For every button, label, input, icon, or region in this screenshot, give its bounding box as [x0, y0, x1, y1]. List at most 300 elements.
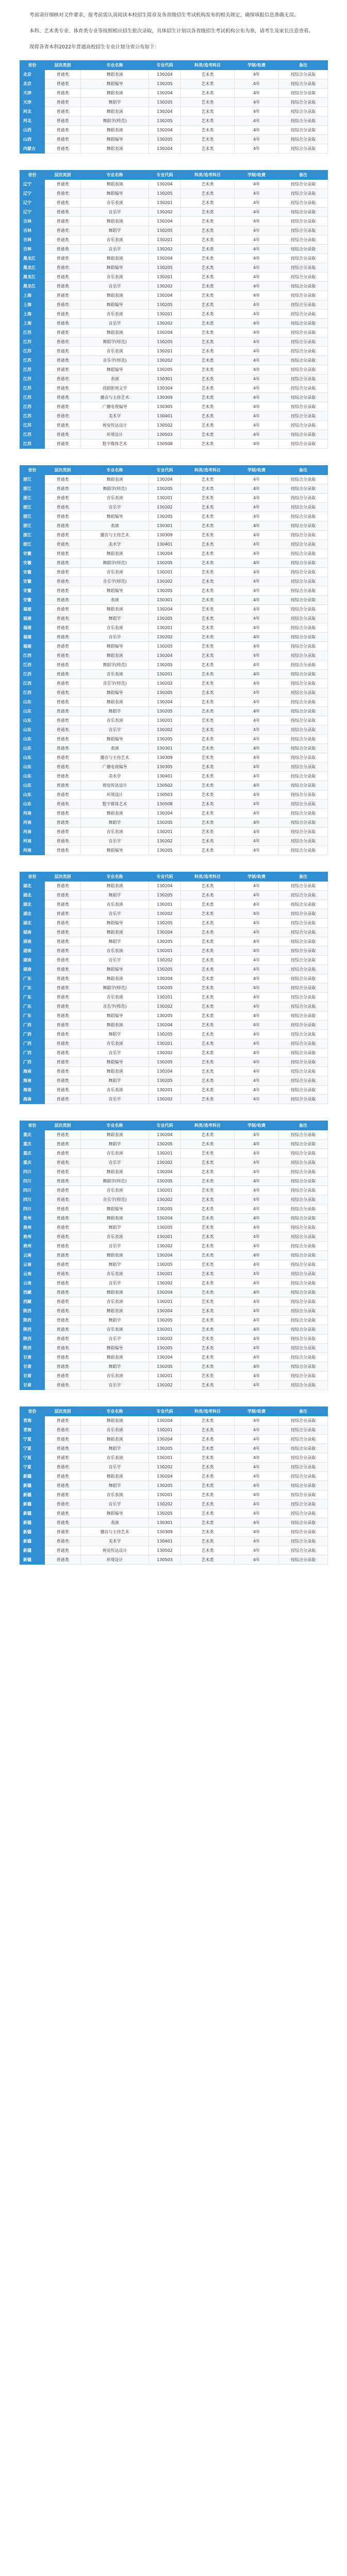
- province-cell: 新疆: [20, 1518, 45, 1528]
- table-cell: 舞蹈表演: [81, 882, 149, 891]
- table-row: [20, 116, 328, 126]
- table-cell: 按综合分录取: [279, 633, 328, 642]
- table-cell: 艺术类: [181, 725, 235, 735]
- table-cell: 4年: [235, 89, 279, 98]
- table-cell: 音乐表演: [81, 198, 149, 208]
- table-cell: 4年: [235, 135, 279, 144]
- table-row: [20, 521, 328, 531]
- table-cell: 130204: [149, 1416, 181, 1426]
- table-cell: 按综合分录取: [279, 1334, 328, 1344]
- table-cell: 130201: [149, 716, 181, 725]
- table-cell: 普通类: [45, 900, 81, 909]
- table-cell: 4年: [235, 356, 279, 365]
- table-cell: 4年: [235, 1555, 279, 1565]
- province-cell: 浙江: [20, 484, 45, 494]
- table-cell: 4年: [235, 1463, 279, 1472]
- table-cell: 4年: [235, 282, 279, 291]
- province-cell: 四川: [20, 1186, 45, 1195]
- column-header: 省份: [20, 872, 45, 882]
- table-cell: 表演: [81, 1518, 149, 1528]
- table-row: [20, 89, 328, 98]
- table-cell: 130201: [149, 1325, 181, 1334]
- table-cell: 4年: [235, 494, 279, 503]
- table-cell: 艺术类: [181, 1518, 235, 1528]
- table-cell: 艺术类: [181, 384, 235, 393]
- province-cell: 宁夏: [20, 1444, 45, 1453]
- table-row: [20, 809, 328, 818]
- province-cell: 山东: [20, 725, 45, 735]
- table-cell: 普通类: [45, 1444, 81, 1453]
- table-cell: 普通类: [45, 273, 81, 282]
- table-row: [20, 790, 328, 800]
- table-cell: 普通类: [45, 984, 81, 993]
- table-cell: 4年: [235, 568, 279, 577]
- table-cell: 按综合分录取: [279, 347, 328, 356]
- column-header: 科类/选考科目: [181, 1407, 235, 1416]
- table-cell: 4年: [235, 605, 279, 614]
- table-cell: 普通类: [45, 208, 81, 217]
- table-cell: 4年: [235, 1002, 279, 1011]
- province-cell: 云南: [20, 1260, 45, 1269]
- province-cell: 吉林: [20, 226, 45, 235]
- province-cell: 山西: [20, 126, 45, 135]
- table-cell: 艺术类: [181, 688, 235, 698]
- table-row: [20, 1500, 328, 1509]
- table-cell: 普通类: [45, 1039, 81, 1048]
- table-cell: 按综合分录取: [279, 1528, 328, 1537]
- table-cell: 4年: [235, 384, 279, 393]
- table-cell: 艺术类: [181, 365, 235, 375]
- table-cell: 普通类: [45, 891, 81, 900]
- table-cell: 130305: [149, 402, 181, 412]
- table-cell: 4年: [235, 273, 279, 282]
- table-row: [20, 439, 328, 449]
- province-cell: 陕西: [20, 1344, 45, 1353]
- table-cell: 舞蹈表演: [81, 89, 149, 98]
- table-cell: 音乐表演: [81, 1186, 149, 1195]
- table-row: [20, 900, 328, 909]
- table-cell: 4年: [235, 1076, 279, 1086]
- table-cell: 普通类: [45, 818, 81, 827]
- table-cell: 130503: [149, 790, 181, 800]
- table-cell: 130401: [149, 412, 181, 421]
- province-cell: 广西: [20, 1039, 45, 1048]
- table-cell: 130204: [149, 328, 181, 337]
- table-cell: 艺术类: [181, 1058, 235, 1067]
- table-cell: 艺术类: [181, 135, 235, 144]
- table-cell: 普通类: [45, 781, 81, 790]
- table-cell: 4年: [235, 1214, 279, 1223]
- table-cell: 130205: [149, 707, 181, 716]
- table-cell: 艺术类: [181, 762, 235, 772]
- table-cell: 普通类: [45, 494, 81, 503]
- province-cell: 北京: [20, 70, 45, 79]
- table-row: [20, 837, 328, 846]
- province-cell: 山东: [20, 744, 45, 753]
- table-cell: 普通类: [45, 1076, 81, 1086]
- table-cell: 艺术类: [181, 226, 235, 235]
- table-cell: 按综合分录取: [279, 984, 328, 993]
- table-cell: 艺术类: [181, 882, 235, 891]
- province-cell: 上海: [20, 310, 45, 319]
- table-cell: 舞蹈学(师范): [81, 558, 149, 568]
- table-cell: 普通类: [45, 1546, 81, 1555]
- table-row: [20, 735, 328, 744]
- table-cell: 130301: [149, 596, 181, 605]
- table-cell: 普通类: [45, 1371, 81, 1381]
- table-cell: 按综合分录取: [279, 531, 328, 540]
- table-cell: 艺术类: [181, 328, 235, 337]
- table-row: [20, 846, 328, 855]
- table-cell: 4年: [235, 1058, 279, 1067]
- table-cell: 音乐表演: [81, 1426, 149, 1435]
- table-cell: 4年: [235, 116, 279, 126]
- table-cell: 音乐表演: [81, 1269, 149, 1279]
- table-cell: 4年: [235, 716, 279, 725]
- table-cell: 普通类: [45, 735, 81, 744]
- table-cell: 130204: [149, 291, 181, 300]
- table-cell: 舞蹈编导: [81, 512, 149, 521]
- table-cell: 舞蹈表演: [81, 1214, 149, 1223]
- table-cell: 艺术类: [181, 300, 235, 310]
- table-header-row: [20, 1121, 328, 1130]
- province-cell: 河南: [20, 827, 45, 837]
- table-cell: 舞蹈表演: [81, 1353, 149, 1362]
- table-cell: 艺术类: [181, 909, 235, 919]
- table-cell: 4年: [235, 586, 279, 596]
- table-cell: 艺术类: [181, 956, 235, 965]
- table-cell: 4年: [235, 1353, 279, 1362]
- table-row: [20, 1472, 328, 1481]
- table-cell: 130205: [149, 660, 181, 670]
- table-cell: 4年: [235, 319, 279, 328]
- table-cell: 4年: [235, 1416, 279, 1426]
- province-cell: 重庆: [20, 1130, 45, 1140]
- table-row: [20, 946, 328, 956]
- table-cell: 130401: [149, 772, 181, 781]
- table-row: [20, 1444, 328, 1453]
- province-cell: 贵州: [20, 1223, 45, 1232]
- table-cell: 艺术类: [181, 623, 235, 633]
- table-cell: 艺术类: [181, 1435, 235, 1444]
- table-cell: 4年: [235, 1039, 279, 1048]
- province-cell: 湖南: [20, 956, 45, 965]
- table-cell: 按综合分录取: [279, 1426, 328, 1435]
- table-cell: 按综合分录取: [279, 393, 328, 402]
- table-cell: 130301: [149, 1518, 181, 1528]
- table-cell: 130205: [149, 937, 181, 946]
- province-cell: 云南: [20, 1251, 45, 1260]
- table-cell: 4年: [235, 1546, 279, 1555]
- table-cell: 130202: [149, 577, 181, 586]
- table-cell: 舞蹈编导: [81, 846, 149, 855]
- table-row: [20, 1030, 328, 1039]
- table-row: [20, 928, 328, 937]
- table-cell: 按综合分录取: [279, 586, 328, 596]
- table-cell: 按综合分录取: [279, 263, 328, 273]
- table-cell: 音乐学(师范): [81, 1002, 149, 1011]
- table-cell: 130205: [149, 263, 181, 273]
- table-cell: 按综合分录取: [279, 208, 328, 217]
- table-cell: 4年: [235, 800, 279, 809]
- table-cell: 130508: [149, 800, 181, 809]
- table-row: [20, 1371, 328, 1381]
- table-cell: 130301: [149, 521, 181, 531]
- table-cell: 130201: [149, 946, 181, 956]
- table-cell: 按综合分录取: [279, 1362, 328, 1371]
- province-cell: 辽宁: [20, 189, 45, 198]
- table-row: [20, 1463, 328, 1472]
- table-cell: 艺术类: [181, 310, 235, 319]
- table-cell: 舞蹈学: [81, 891, 149, 900]
- table-cell: 普通类: [45, 956, 81, 965]
- table-cell: 4年: [235, 809, 279, 818]
- table-row: [20, 412, 328, 421]
- province-cell: 新疆: [20, 1537, 45, 1546]
- table-cell: 普通类: [45, 1186, 81, 1195]
- table-cell: 艺术类: [181, 1334, 235, 1344]
- table-cell: 4年: [235, 725, 279, 735]
- table-cell: 舞蹈表演: [81, 1067, 149, 1076]
- table-row: [20, 688, 328, 698]
- province-cell: 湖南: [20, 928, 45, 937]
- table-cell: 普通类: [45, 1500, 81, 1509]
- table-cell: 普通类: [45, 753, 81, 762]
- table-cell: 4年: [235, 291, 279, 300]
- table-cell: 艺术类: [181, 1076, 235, 1086]
- column-header: 层次类别: [45, 61, 81, 70]
- province-cell: 西藏: [20, 1288, 45, 1297]
- table-cell: 普通类: [45, 263, 81, 273]
- table-cell: 按综合分录取: [279, 1416, 328, 1426]
- table-cell: 130204: [149, 107, 181, 116]
- table-cell: 130202: [149, 725, 181, 735]
- table-cell: 音乐学: [81, 1048, 149, 1058]
- table-cell: 艺术类: [181, 809, 235, 818]
- table-cell: 音乐学: [81, 245, 149, 254]
- table-cell: 130205: [149, 1058, 181, 1067]
- table-cell: 130205: [149, 484, 181, 494]
- province-cell: 浙江: [20, 475, 45, 484]
- province-cell: 重庆: [20, 1158, 45, 1167]
- province-cell: 海南: [20, 1076, 45, 1086]
- table-cell: 按综合分录取: [279, 235, 328, 245]
- table-cell: 艺术类: [181, 402, 235, 412]
- table-cell: 艺术类: [181, 98, 235, 107]
- province-cell: 江苏: [20, 375, 45, 384]
- table-cell: 按综合分录取: [279, 1325, 328, 1334]
- table-cell: 130205: [149, 818, 181, 827]
- table-cell: 艺术类: [181, 430, 235, 439]
- province-cell: 青海: [20, 1416, 45, 1426]
- table-cell: 普通类: [45, 1086, 81, 1095]
- province-cell: 贵州: [20, 1242, 45, 1251]
- table-cell: 130508: [149, 439, 181, 449]
- table-cell: 130309: [149, 393, 181, 402]
- table-cell: 普通类: [45, 1021, 81, 1030]
- table-cell: 130201: [149, 1297, 181, 1307]
- table-cell: 舞蹈表演: [81, 180, 149, 189]
- table-cell: 130205: [149, 1316, 181, 1325]
- table-cell: 130204: [149, 1130, 181, 1140]
- province-cell: 新疆: [20, 1546, 45, 1555]
- table-cell: 普通类: [45, 1353, 81, 1362]
- province-cell: 重庆: [20, 1149, 45, 1158]
- table-cell: 4年: [235, 623, 279, 633]
- table-row: [20, 698, 328, 707]
- table-cell: 4年: [235, 484, 279, 494]
- table-cell: 4年: [235, 310, 279, 319]
- table-cell: 艺术类: [181, 70, 235, 79]
- table-cell: 艺术类: [181, 993, 235, 1002]
- table-cell: 4年: [235, 670, 279, 679]
- table-cell: 130204: [149, 126, 181, 135]
- table-cell: 艺术类: [181, 1269, 235, 1279]
- table-cell: 按综合分录取: [279, 642, 328, 651]
- table-cell: 按综合分录取: [279, 254, 328, 263]
- table-cell: 4年: [235, 245, 279, 254]
- table-cell: 舞蹈编导: [81, 189, 149, 198]
- table-cell: 130204: [149, 698, 181, 707]
- table-cell: 按综合分录取: [279, 1316, 328, 1325]
- table-cell: 舞蹈学(师范): [81, 337, 149, 347]
- table-row: [20, 1067, 328, 1076]
- table-cell: 130202: [149, 837, 181, 846]
- table-cell: 舞蹈表演: [81, 549, 149, 558]
- table-cell: 130202: [149, 1381, 181, 1390]
- table-cell: 艺术类: [181, 1297, 235, 1307]
- table-cell: 130201: [149, 494, 181, 503]
- table-cell: 艺术类: [181, 1021, 235, 1030]
- table-row: [20, 126, 328, 135]
- table-cell: 艺术类: [181, 337, 235, 347]
- table-cell: 艺术类: [181, 503, 235, 512]
- table-cell: 130201: [149, 1371, 181, 1381]
- table-cell: 音乐学: [81, 1279, 149, 1288]
- province-cell: 上海: [20, 319, 45, 328]
- table-cell: 按综合分录取: [279, 679, 328, 688]
- table-row: [20, 1307, 328, 1316]
- column-header: 专业名称: [81, 466, 149, 475]
- table-cell: 普通类: [45, 993, 81, 1002]
- table-row: [20, 273, 328, 282]
- table-row: [20, 882, 328, 891]
- table-cell: 舞蹈学: [81, 937, 149, 946]
- table-cell: 130205: [149, 79, 181, 89]
- table-cell: 普通类: [45, 1158, 81, 1167]
- table-cell: 普通类: [45, 1453, 81, 1463]
- table-cell: 4年: [235, 707, 279, 716]
- column-header: 科类/选考科目: [181, 61, 235, 70]
- table-cell: 音乐表演: [81, 310, 149, 319]
- table-cell: 音乐学: [81, 282, 149, 291]
- province-cell: 江苏: [20, 430, 45, 439]
- table-row: [20, 235, 328, 245]
- table-cell: 艺术类: [181, 549, 235, 558]
- table-cell: 4年: [235, 1500, 279, 1509]
- table-cell: 4年: [235, 254, 279, 263]
- table-cell: 普通类: [45, 596, 81, 605]
- table-cell: 普通类: [45, 310, 81, 319]
- table-cell: 普通类: [45, 965, 81, 974]
- table-cell: 4年: [235, 1316, 279, 1325]
- table-cell: 4年: [235, 900, 279, 909]
- table-cell: 130205: [149, 1223, 181, 1232]
- table-cell: 4年: [235, 1095, 279, 1104]
- province-cell: 山东: [20, 753, 45, 762]
- province-cell: 江西: [20, 670, 45, 679]
- table-cell: 4年: [235, 614, 279, 623]
- table-cell: 4年: [235, 1242, 279, 1251]
- table-cell: 艺术类: [181, 235, 235, 245]
- column-header: 专业名称: [81, 1407, 149, 1416]
- table-row: [20, 1316, 328, 1325]
- table-cell: 按综合分录取: [279, 707, 328, 716]
- table-cell: 按综合分录取: [279, 882, 328, 891]
- table-cell: 4年: [235, 126, 279, 135]
- table-cell: 普通类: [45, 1490, 81, 1500]
- table-cell: 艺术类: [181, 412, 235, 421]
- table-cell: 4年: [235, 1435, 279, 1444]
- table-cell: 普通类: [45, 126, 81, 135]
- table-cell: 视觉传达设计: [81, 421, 149, 430]
- table-row: [20, 1223, 328, 1232]
- table-cell: 4年: [235, 688, 279, 698]
- table-row: [20, 494, 328, 503]
- table-row: [20, 753, 328, 762]
- column-header: 专业代码: [149, 872, 181, 882]
- table-cell: 130204: [149, 1251, 181, 1260]
- table-cell: 按综合分录取: [279, 1518, 328, 1528]
- column-header: 专业代码: [149, 171, 181, 180]
- province-cell: 广东: [20, 993, 45, 1002]
- table-row: [20, 1095, 328, 1104]
- table-cell: 普通类: [45, 1149, 81, 1158]
- column-header: 学制/收费: [235, 466, 279, 475]
- table-cell: 音乐学: [81, 1334, 149, 1344]
- table-cell: 4年: [235, 503, 279, 512]
- table-row: [20, 531, 328, 540]
- table-cell: 普通类: [45, 1177, 81, 1186]
- table-cell: 音乐学(师范): [81, 1195, 149, 1205]
- table-cell: 普通类: [45, 180, 81, 189]
- table-cell: 4年: [235, 909, 279, 919]
- province-cell: 山东: [20, 790, 45, 800]
- table-cell: 舞蹈表演: [81, 698, 149, 707]
- table-cell: 音乐表演: [81, 347, 149, 356]
- table-cell: 4年: [235, 1130, 279, 1140]
- table-cell: 艺术类: [181, 1158, 235, 1167]
- table-cell: 4年: [235, 226, 279, 235]
- table-cell: 按综合分录取: [279, 1167, 328, 1177]
- table-cell: 130305: [149, 762, 181, 772]
- column-header: 省份: [20, 171, 45, 180]
- table-cell: 舞蹈表演: [81, 217, 149, 226]
- table-row: [20, 1039, 328, 1048]
- table-cell: 按综合分录取: [279, 337, 328, 347]
- province-cell: 江苏: [20, 328, 45, 337]
- table-cell: 普通类: [45, 1167, 81, 1177]
- table-cell: 4年: [235, 1279, 279, 1288]
- table-cell: 普通类: [45, 98, 81, 107]
- table-cell: 音乐学: [81, 1463, 149, 1472]
- table-cell: 舞蹈学: [81, 1316, 149, 1325]
- table-cell: 艺术类: [181, 800, 235, 809]
- table-cell: 表演: [81, 521, 149, 531]
- table-cell: 按综合分录取: [279, 273, 328, 282]
- province-cell: 陕西: [20, 1316, 45, 1325]
- table-cell: 普通类: [45, 1463, 81, 1472]
